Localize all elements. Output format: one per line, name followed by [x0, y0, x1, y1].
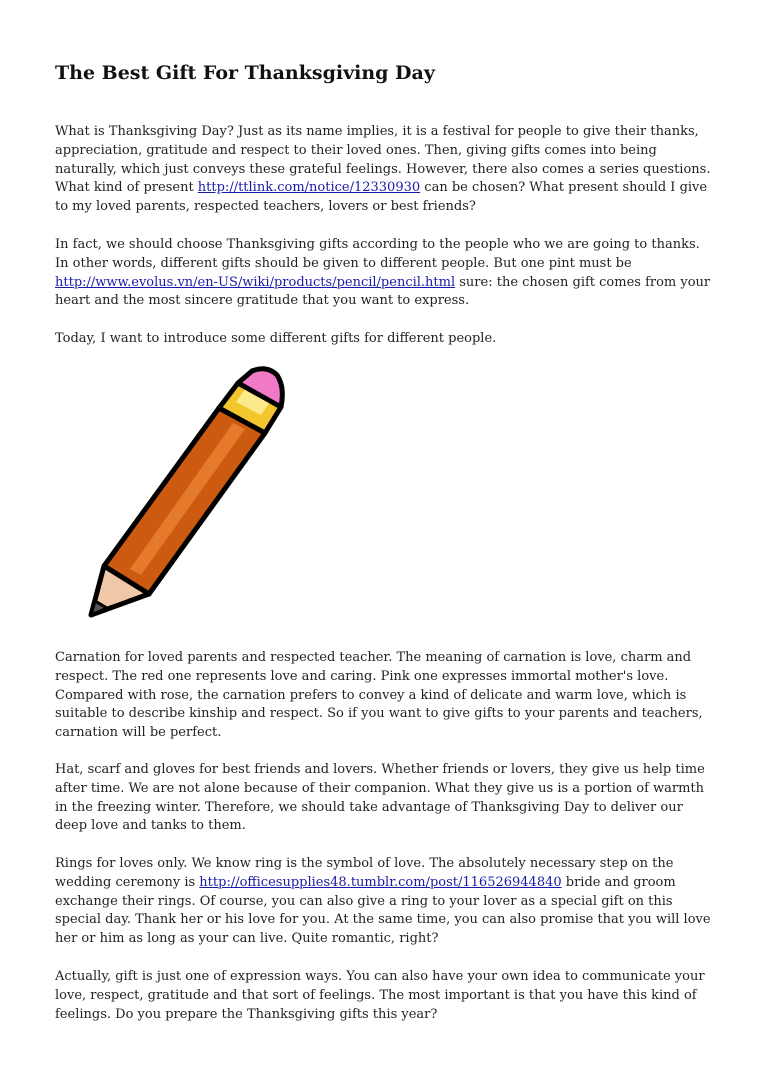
pencil-icon: [85, 365, 285, 625]
paragraph-intro: [55, 123, 715, 217]
paragraph-carnation: Carnation for loved parents and respected teacher. The meaning of carnation is love, charm and respect. The red one represents love and caring. Pink one expresses immortal mother's love. Compared with rose, the carnation prefers to convey a kind of delicate and warm love, which is suitable to describe kinship and respect. So if you want to give gifts to your parents and teachers, carnation will be perfect.: [55, 650, 703, 741]
paragraph-text: can be chosen? What present should I give to my loved parents, respected teachers, lovers or best friends?: [55, 180, 708, 215]
paragraph-text: What is Thanksgiving Day? Just as its name implies, it is a festival for people to give their thanks, appreciation, gratitude and respect to their loved ones. Then, giving gifts comes into being naturally, which just conveys these grateful feelings. However, there also comes a series questions. What kind of present: [55, 124, 711, 196]
paragraph-choose-gifts: [55, 236, 715, 311]
paragraph-text: bride and groom exchange their rings. Of course, you can also give a ring to your lover as a special gift on this special day. Thank her or his love for you. At the same time, you can also promise that you will love her or him as long as your can live. Quite romantic, right?: [55, 874, 711, 947]
page-title: The Best Gift For Thanksgiving Day: [55, 62, 435, 84]
paragraph-conclusion: Actually, gift is just one of expression ways. You can also have your own idea to communicate your love, respect, gratitude and that sort of feelings. The most important is that you have this kind of feelings. Do you prepare the Thanksgiving gifts this year?: [55, 969, 705, 1022]
paragraph-text: In fact, we should choose Thanksgiving gifts according to the people who we are going to thanks. In other words, different gifts should be given to different people. But one pint must be: [55, 237, 700, 271]
paragraph-hat-scarf-gloves: Hat, scarf and gloves for best friends and lovers. Whether friends or lovers, they give us help time after time. We are not alone because of their companion. What they give us is a portion of warmth in the freezing winter. Therefore, we should take advantage of Thanksgiving Day to deliver our deep love and tanks to them.: [55, 762, 705, 834]
link-evolus[interactable]: http://www.evolus.vn/en-US/wiki/products/pencil/pencil.html: [55, 274, 456, 290]
link-officesupplies[interactable]: http://officesupplies48.tumblr.com/post/116526944840: [199, 874, 562, 890]
paragraph-introduce: Today, I want to introduce some different gifts for different people.: [55, 331, 497, 346]
paragraph-text: sure: the chosen gift comes from your heart and the most sincere gratitude that you want to express.: [55, 274, 711, 309]
paragraph-rings: [55, 855, 715, 949]
paragraph-text: Rings for loves only. We know ring is the symbol of love. The absolutely necessary step on the wedding ceremony is: [55, 856, 674, 890]
link-ttlink[interactable]: http://ttlink.com/notice/12330930: [197, 180, 421, 196]
